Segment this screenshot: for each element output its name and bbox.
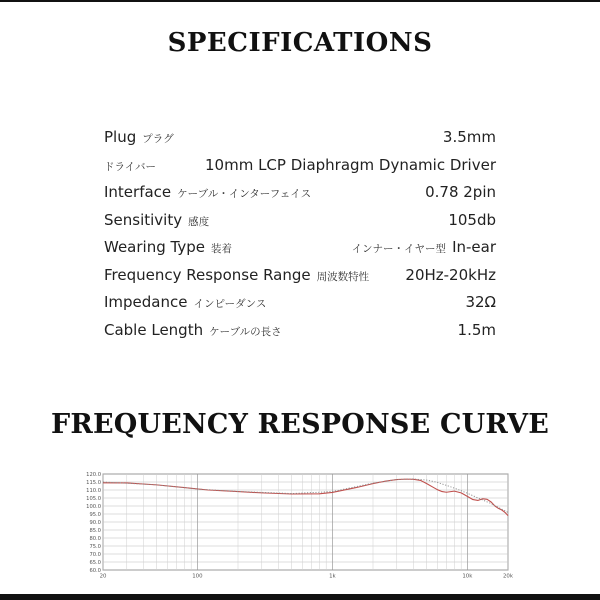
frequency-response-chart [80, 468, 520, 584]
spec-row-frequency-response [104, 262, 496, 290]
spec-value-jp: インナー・イヤー型 [351, 243, 447, 255]
spec-label-jp: 周波数特性 [316, 270, 370, 283]
y-tick-label: 85.0 [89, 527, 101, 534]
y-tick-label: 95.0 [89, 511, 101, 518]
spec-value: インナー・イヤー型 In-ear [351, 238, 496, 256]
spec-row-driver [104, 152, 496, 180]
y-tick-label: 80.0 [89, 535, 101, 542]
spec-value: 0.78 2pin [425, 183, 496, 201]
y-tick-label: 100.0 [86, 503, 101, 510]
spec-row-sensitivity [104, 207, 496, 235]
spec-value: 32Ω [465, 293, 496, 311]
spec-row-wearing-type [104, 234, 496, 262]
x-tick-label: 20 [99, 573, 107, 580]
spec-label-jp: 装着 [210, 243, 232, 255]
y-tick-label: 120.0 [86, 471, 101, 478]
spec-label: Interface ケーブル・インターフェイス [104, 183, 312, 201]
spec-label: Cable Length ケーブルの長さ [104, 320, 282, 339]
spec-label-jp: ケーブルの長さ [209, 325, 282, 338]
spec-label: Sensitivity 感度 [104, 210, 210, 229]
spec-label-jp: 感度 [188, 215, 210, 228]
frequency-response-heading: FREQUENCY RESPONSE CURVE [50, 409, 549, 440]
spec-label-jp: ドライバー [104, 160, 156, 173]
y-tick-label: 115.0 [86, 479, 101, 486]
y-tick-label: 60.0 [89, 567, 101, 574]
spec-row-cable-length [104, 317, 496, 345]
spec-row-impedance [104, 289, 496, 317]
spec-table [104, 124, 496, 344]
y-tick-label: 70.0 [89, 551, 101, 558]
x-tick-label: 1k [329, 573, 336, 580]
y-tick-label: 105.0 [86, 495, 101, 502]
spec-value: 3.5mm [442, 128, 496, 146]
spec-label-jp: ケーブル・インターフェイス [177, 188, 312, 200]
spec-row-interface [104, 179, 496, 207]
spec-value: 20Hz-20kHz [405, 265, 496, 284]
spec-row-plug [104, 124, 496, 152]
y-tick-label: 110.0 [86, 487, 101, 494]
spec-value: 1.5m [457, 320, 496, 339]
spec-label: Wearing Type 装着 [104, 238, 232, 256]
spec-value: 10mm LCP Diaphragm Dynamic Driver [205, 155, 496, 174]
x-tick-label: 100 [192, 573, 203, 580]
specifications-heading: SPECIFICATIONS [167, 28, 433, 58]
spec-label-jp: インピーダンス [193, 298, 267, 310]
y-tick-label: 90.0 [89, 519, 101, 526]
spec-label: Plug プラグ [104, 128, 174, 146]
top-border [0, 0, 600, 2]
spec-label: Impedance インピーダンス [104, 293, 267, 311]
y-tick-label: 65.0 [89, 559, 101, 566]
y-tick-label: 75.0 [89, 543, 101, 550]
spec-label: Frequency Response Range 周波数特性 [104, 265, 370, 284]
spec-label [104, 156, 156, 174]
x-tick-label: 20k [503, 573, 513, 580]
x-tick-label: 10k [462, 573, 473, 580]
frequency-response-svg [80, 468, 520, 584]
spec-value: 105db [448, 210, 496, 229]
bottom-border [0, 594, 600, 600]
spec-label-jp: プラグ [142, 133, 174, 145]
